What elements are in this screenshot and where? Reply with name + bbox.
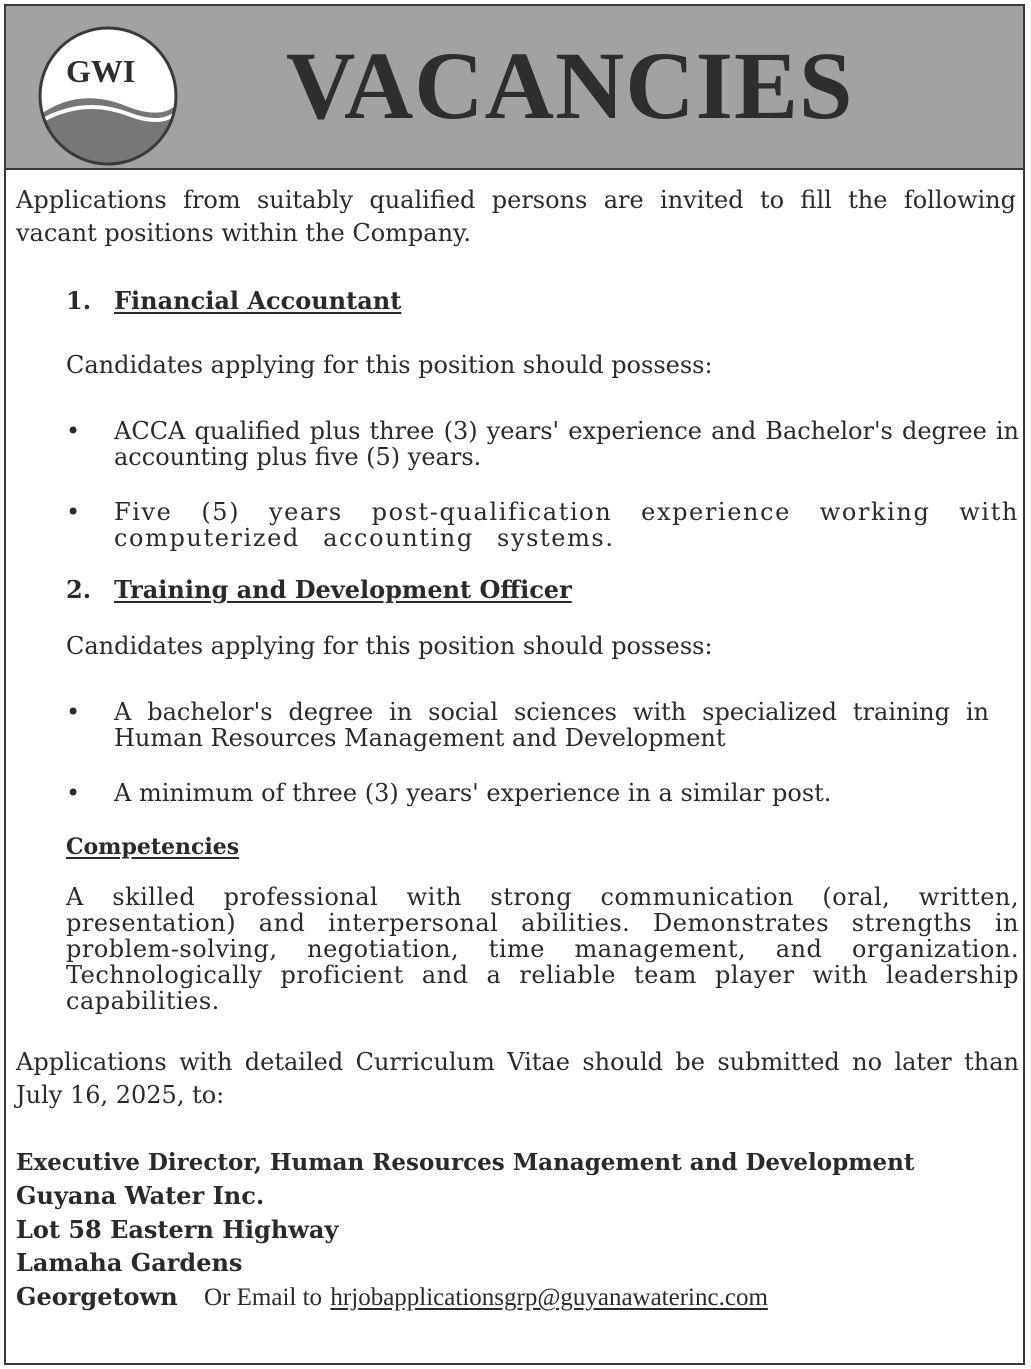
position-2-title: Training and Development Officer: [114, 575, 572, 604]
position-2-requirement-2: A minimum of three (3) years' experience in a similar post.: [114, 779, 832, 807]
bullet-icon: •: [66, 417, 81, 445]
position-1-number: 1.: [66, 286, 92, 315]
closing-paragraph: Applications with detailed Curriculum Vitae should be submitted no later than July 16, 2025, to:: [16, 1048, 1019, 1109]
bullet-icon: •: [66, 779, 81, 807]
vacancy-advertisement: [4, 4, 1025, 1365]
position-2-requirement-1: A bachelor's degree in social sciences with specialized training in Human Resources Management and Development: [114, 698, 989, 752]
logo-text: GWI: [66, 53, 136, 89]
email-prefix: Or Email to: [204, 1284, 323, 1311]
position-1-requirement-2: Five (5) years post-qualification experience working with computerized accounting systems.: [114, 498, 1019, 552]
position-2-lead: Candidates applying for this position should possess:: [66, 632, 713, 660]
position-2-number: 2.: [66, 575, 92, 604]
page-title: VACANCIES: [286, 32, 854, 139]
address-line-5: [16, 1280, 768, 1314]
position-1-requirement-1: ACCA qualified plus three (3) years' experience and Bachelor's degree in accounting plus five (5) years.: [114, 417, 1019, 471]
bullet-icon: •: [66, 698, 81, 726]
address-line-4: Lamaha Gardens: [16, 1248, 243, 1277]
bullet-icon: •: [66, 498, 81, 526]
address-line-1: Executive Director, Human Resources Management and Development: [16, 1149, 915, 1176]
intro-paragraph: Applications from suitably qualified persons are invited to fill the following vacant positions within the Company.: [16, 186, 1016, 247]
position-1-title: Financial Accountant: [114, 286, 402, 315]
address-city: Georgetown: [16, 1282, 178, 1311]
gwi-logo: [36, 26, 186, 166]
address-line-3: Lot 58 Eastern Highway: [16, 1215, 339, 1244]
position-1-lead: Candidates applying for this position should possess:: [66, 351, 713, 379]
competencies-text: A skilled professional with strong communication (oral, written, presentation) and interpersonal abilities. Demonstrates strengths in problem-solving, negotiation, time management, and organization. Technologically proficient and a reliable team player with leadership capabilities.: [66, 883, 1019, 1015]
email-link[interactable]: hrjobapplicationsgrp@guyanawaterinc.com: [330, 1284, 768, 1311]
header-banner: [6, 6, 1023, 170]
competencies-heading: Competencies: [66, 834, 240, 860]
address-line-2: Guyana Water Inc.: [16, 1181, 265, 1210]
